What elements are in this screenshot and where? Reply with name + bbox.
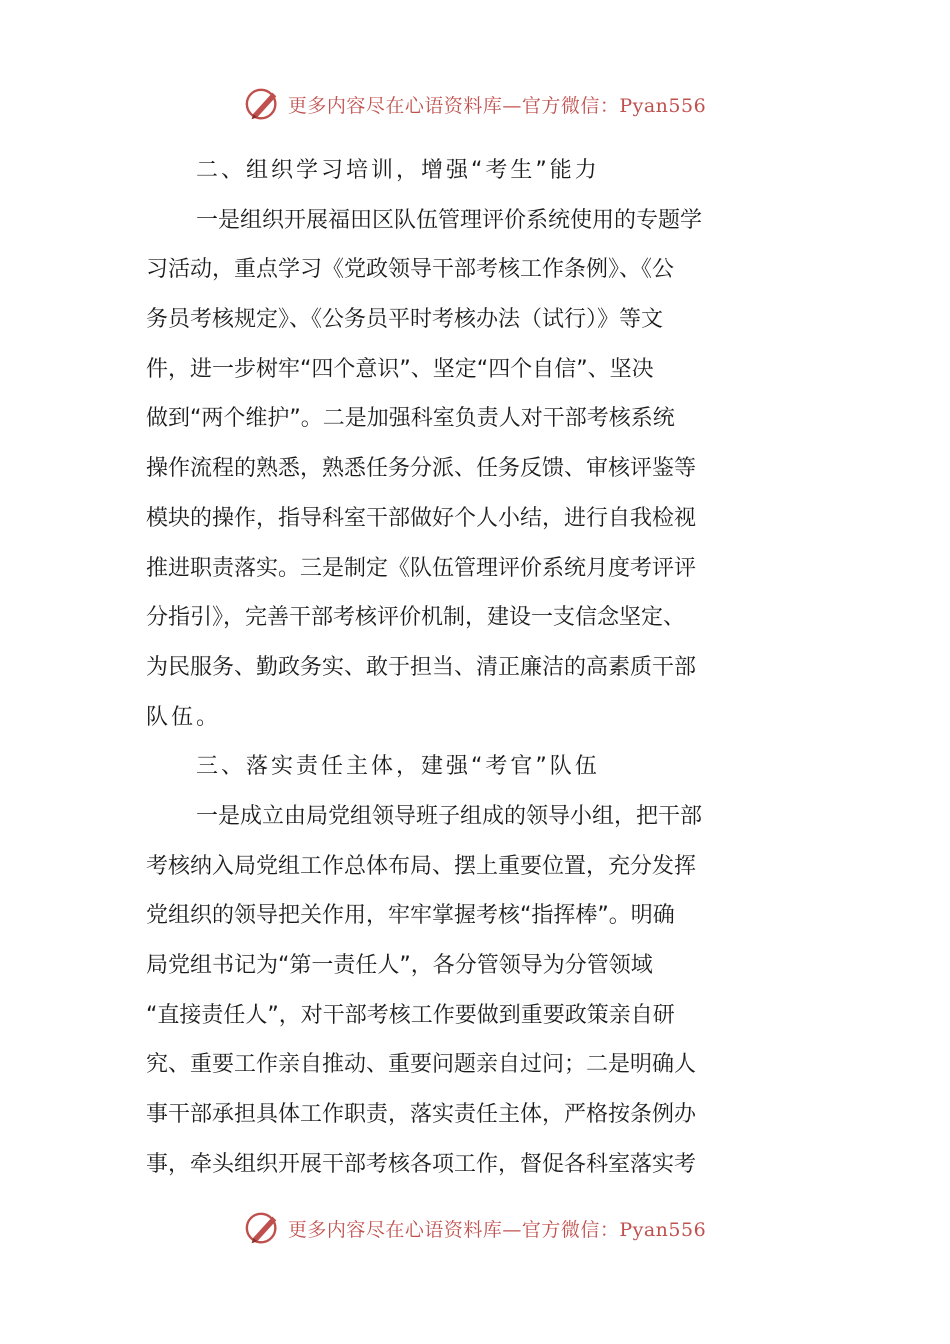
text-line: 为民服务、勤政务实、敢于担当、清正廉洁的高素质干部 (146, 654, 697, 680)
text-line: 一是成立由局党组领导班子组成的领导小组，把干部 (196, 803, 703, 829)
watermark-header (0, 84, 950, 124)
text-line: 件，进一步树牢“四个意识”、坚定“四个自信”、坚决 (146, 356, 654, 382)
text-line: 操作流程的熟悉，熟悉任务分派、任务反馈、审核评鉴等 (146, 456, 697, 482)
watermark-text: 更多内容尽在心语资料库—官方微信：Pyan556 (287, 1218, 707, 1241)
text-line: 事，牵头组织开展干部考核各项工作，督促各科室落实考 (146, 1151, 697, 1177)
document-body (146, 146, 806, 1189)
text-line: 推进职责落实。三是制定《队伍管理评价系统月度考评评 (146, 555, 697, 581)
text-line: 考核纳入局党组工作总体布局、摆上重要位置，充分发挥 (146, 853, 697, 879)
watermark-text: 更多内容尽在心语资料库—官方微信：Pyan556 (287, 94, 707, 117)
text-line: “直接责任人”，对干部考核工作要做到重要政策亲自研 (146, 1002, 675, 1028)
section-heading: 三、落实责任主体，建强“考官”队伍 (196, 754, 600, 780)
text-line: 分指引》，完善干部考核评价机制，建设一支信念坚定、 (146, 605, 686, 631)
text-line: 究、重要工作亲自推动、重要问题亲自过问；二是明确人 (146, 1052, 697, 1078)
text-line: 做到“两个维护”。二是加强科室负责人对干部考核系统 (146, 406, 675, 432)
text-line: 事干部承担具体工作职责，落实责任主体，严格按条例办 (146, 1102, 697, 1128)
text-line: 习活动，重点学习《党政领导干部考核工作条例》、《公 (146, 257, 675, 283)
text-line: 务员考核规定》、《公务员平时考核办法（试行）》等文 (146, 307, 664, 333)
section-heading: 二、组织学习培训，增强“考生”能力 (196, 158, 600, 183)
text-line: 一是组织开展福田区队伍管理评价系统使用的专题学 (196, 207, 703, 233)
pen-logo-icon (244, 85, 282, 123)
text-line: 队伍。 (146, 704, 222, 730)
text-line: 局党组书记为“第一责任人”，各分管领导为分管领域 (146, 953, 653, 978)
text-line: 党组织的领导把关作用，牢牢掌握考核“指挥棒”。明确 (146, 903, 675, 929)
watermark-footer (0, 1208, 950, 1248)
pen-logo-icon (244, 1209, 282, 1247)
text-line: 模块的操作，指导科室干部做好个人小结，进行自我检视 (146, 505, 697, 531)
